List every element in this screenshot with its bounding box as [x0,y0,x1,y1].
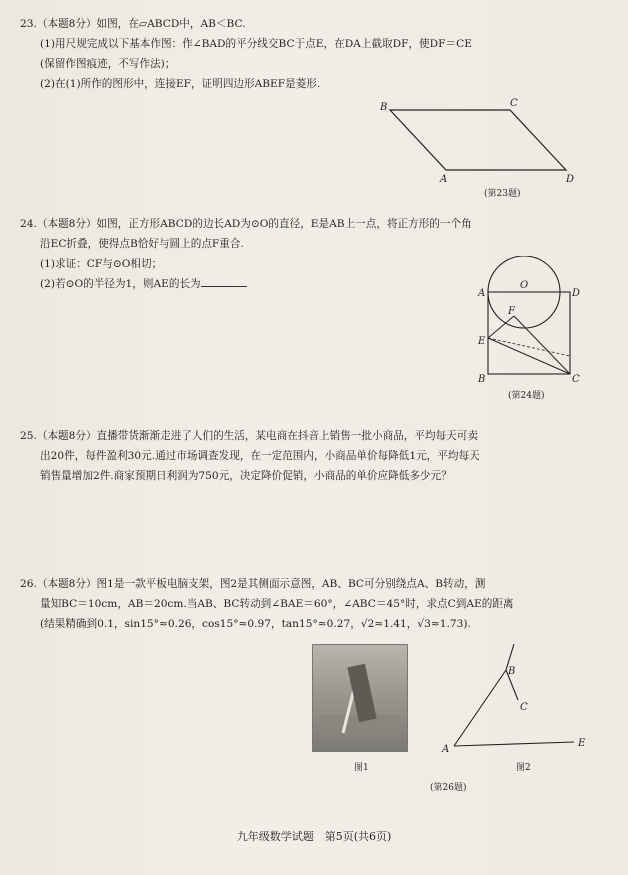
page-footer: 九年级数学试题 第5页(共6页) [236,830,392,843]
q24-label-o: O [520,280,529,291]
q25-line1: 25.（本题8分）直播带货渐渐走进了人们的生活，某电商在抖音上销售一批小商品，平均每天可卖 [20,430,478,442]
q23-label-d: D [566,174,575,184]
q26-caption: (第26题) [430,783,467,793]
q24-part2-text: (2)若⊙O的半径为1，则AE的长为 [40,278,201,290]
q23-figure [376,98,576,184]
tablet-stand-photo [312,644,408,752]
q25-line3: 销售量增加2件.商家预期日利润为750元，决定降价促销，小商品的单价应降低多少元？ [40,470,452,482]
q24-label-b: B [478,374,486,385]
q26-label-c: C [520,702,528,713]
q23-part1: (1)用尺规完成以下基本作图：作∠BAD的平分线交BC于点E，在DA上截取DF，使DF＝CE [40,38,472,50]
question-26 [20,574,610,634]
q24-stem-line2: 沿EC折叠，使得点B恰好与圆上的点F重合. [40,238,244,250]
q23-part2: (2)在(1)所作的图形中，连接EF，证明四边形ABEF是菱形. [40,78,321,90]
q24-label-f: F [508,306,515,317]
q24-figure [474,256,584,386]
fig2-label: 图2 [516,763,531,773]
question-25 [20,426,610,486]
q23-label-b: B [380,102,388,113]
segment-fc [514,316,570,374]
tablet-stand-sketch [313,645,407,751]
q24-label-d: D [572,288,581,299]
q26-line2: 量知BC＝10cm，AB＝20cm.当AB、BC转动到∠BAE＝60°，∠ABC＝45°时，求点C到AE的距离 [40,598,514,610]
q26-label-e: E [578,738,586,749]
q24-stem-line1: 24.（本题8分）如图，正方形ABCD的边长AD为⊙O的直径，E是AB上一点，将正方形的一个角 [20,218,472,230]
q25-line2: 出20件，每件盈利30元.通过市场调查发现，在一定范围内，小商品单价每降低1元，平均每天 [40,450,480,462]
ray-ae [454,742,574,746]
q23-caption: (第23题) [484,189,521,199]
q24-label-e: E [478,336,486,347]
answer-blank [201,275,247,287]
q24-label-a: A [478,288,486,299]
q26-label-a: A [442,744,450,755]
fold-line-ec [488,338,570,374]
q24-label-c: C [572,374,580,385]
q26-label-b: B [508,666,516,677]
question-23 [20,14,610,94]
segment-ab [454,670,506,746]
q23-part1-note: (保留作图痕迹，不写作法)； [40,58,176,70]
q26-line1: 26.（本题8分）图1是一款平板电脑支架，图2是其侧面示意图，AB、BC可分别绕点A、B转动，测 [20,578,486,590]
q24-part1: (1)求证：CF与⊙O相切； [40,258,163,270]
q26-line3: (结果精确到0.1，sin15°≈0.26，cos15°≈0.97，tan15°≈0.27，√2≈1.41，√3≈1.73). [40,618,471,630]
parallelogram-abcd [390,110,566,170]
q23-label-c: C [510,98,518,109]
q23-stem: 23.（本题8分）如图，在▱ABCD中，AB＜BC. [20,18,246,30]
fig1-label: 图1 [354,763,369,773]
q26-figure-2 [440,640,590,760]
dashed-line [488,338,570,356]
q24-caption: (第24题) [508,391,545,401]
q23-label-a: A [440,174,448,184]
